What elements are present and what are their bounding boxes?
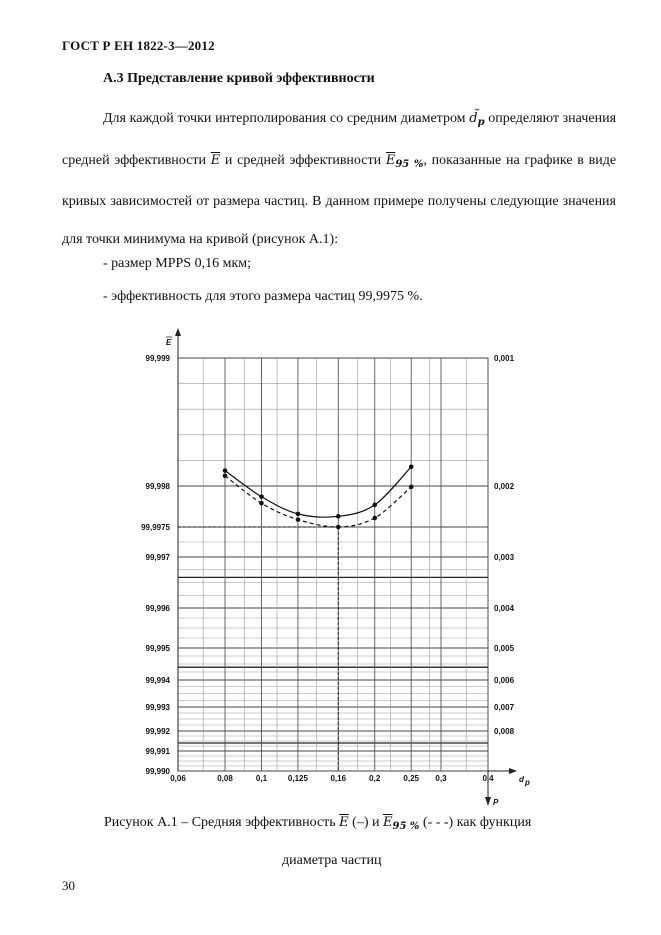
paragraph-part-2: определяют значения средней эффективности xyxy=(62,111,617,168)
series-line-95 xyxy=(225,476,411,527)
caption-symbol-e95: $\overline{E}_{95 \%}$ xyxy=(383,815,420,832)
x-tick-label: 0,1 xyxy=(255,774,268,783)
symbol-d-tilde: $d̃_p$ xyxy=(469,111,485,128)
right-tick-label: 0,007 xyxy=(494,703,515,712)
y-tick-label: 99,997 xyxy=(145,553,170,562)
data-point-mean xyxy=(336,514,341,519)
symbol-e95: $\overline{E}_{95 \%}$ xyxy=(385,152,424,170)
paragraph-part-3: и средней эффективности xyxy=(224,152,382,168)
list-item-mpps: - размер MPPS 0,16 мкм; xyxy=(103,256,251,271)
data-point-95 xyxy=(409,485,414,490)
y-tick-label: 99,9975 xyxy=(141,523,170,532)
x-tick-label: 0,16 xyxy=(330,774,347,783)
caption-symbol-e-bar: $\overline{E}$ xyxy=(339,815,349,830)
x-axis-arrow-icon xyxy=(509,768,517,774)
x-tick-label: 0,3 xyxy=(435,774,447,783)
data-point-mean xyxy=(409,465,414,470)
y-axis-symbol: E xyxy=(166,338,172,347)
page-number: 30 xyxy=(62,878,75,893)
y-tick-label: 99,992 xyxy=(145,727,170,736)
data-point-mean xyxy=(223,468,228,473)
plot-frame xyxy=(178,358,488,771)
y-axis-arrow-icon xyxy=(175,328,181,336)
right-tick-label: 0,008 xyxy=(494,727,515,736)
x-tick-label: 0,06 xyxy=(170,774,186,783)
right-tick-label: 0,005 xyxy=(494,644,515,653)
y-tick-label: 99,999 xyxy=(145,354,170,363)
document-header: ГОСТ Р ЕН 1822-3—2012 xyxy=(62,38,215,53)
y-tick-label: 99,994 xyxy=(145,676,170,685)
paragraph-part-1: Для каждой точки интерполирования со средним диаметром xyxy=(103,111,466,126)
series-line-mean xyxy=(225,467,411,517)
x-tick-label: 0,08 xyxy=(217,774,233,783)
chart-axes xyxy=(141,328,530,807)
paragraph-part-4: , показанные на графике в виде кривых зависимостей от размера частиц. В данном примере получены следующие значения для точки минимума на кривой (рисунок А.1): xyxy=(62,152,617,247)
list-item-efficiency: - эффективность для этого размера частиц 99,9975 %. xyxy=(103,289,423,304)
x-tick-label: 0,2 xyxy=(369,774,381,783)
y-tick-label: 99,995 xyxy=(145,644,170,653)
y-tick-label: 99,998 xyxy=(145,482,170,491)
x-tick-label: 0,125 xyxy=(287,774,308,783)
chart-grid xyxy=(178,358,488,771)
right-tick-label: 0,004 xyxy=(494,604,515,613)
data-point-mean xyxy=(259,494,264,499)
symbol-e-bar: $\overline{E}$ xyxy=(210,152,221,168)
y-tick-label: 99,993 xyxy=(145,703,170,712)
data-point-95 xyxy=(372,516,377,521)
figure-caption-line1: Рисунок А.1 – Средняя эффективность $\overline{E}$ (–) и $\overline{E}_{95 \%}$ (- - -) как функция xyxy=(104,815,532,832)
section-title: А.3 Представление кривой эффективности xyxy=(103,71,375,86)
x-axis-symbol-sub: p xyxy=(525,778,530,787)
right-tick-label: 0,002 xyxy=(494,482,515,491)
data-point-95 xyxy=(223,473,228,478)
x-tick-label: 0,25 xyxy=(403,774,419,783)
figure-caption-line2: диаметра частиц xyxy=(282,853,382,868)
y-tick-label: 99,990 xyxy=(145,767,170,776)
p-axis-symbol: P xyxy=(493,798,499,807)
y-tick-label: 99,991 xyxy=(145,747,170,756)
y-tick-label: 99,996 xyxy=(145,604,170,613)
right-tick-label: 0,003 xyxy=(494,553,515,562)
x-axis-symbol: d xyxy=(519,775,524,784)
right-tick-label: 0,006 xyxy=(494,676,515,685)
p-axis-arrow-icon xyxy=(485,797,491,806)
data-point-mean xyxy=(296,512,301,517)
x-tick-label: 0,4 xyxy=(482,774,494,783)
data-point-mean xyxy=(372,503,377,508)
right-tick-label: 0,001 xyxy=(494,354,515,363)
data-point-95 xyxy=(259,501,264,506)
data-point-95 xyxy=(296,517,301,522)
